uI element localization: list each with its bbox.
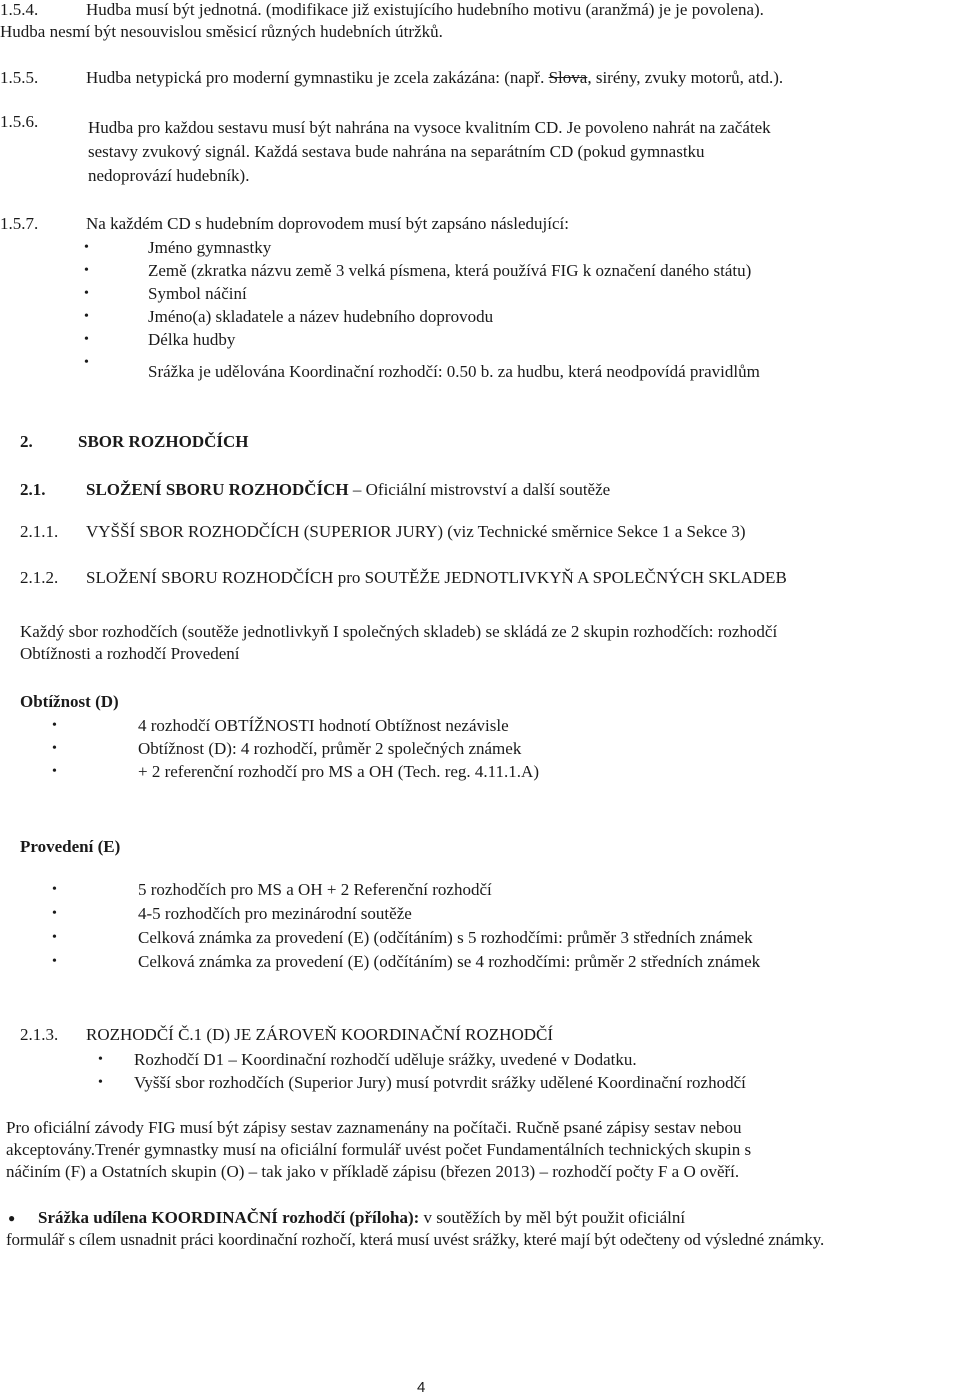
bullet-icon: • xyxy=(84,355,89,370)
paragraph-jury-composition-line-2: Obtížnosti a rozhodčí Provedení xyxy=(20,644,240,663)
section-2-number: 2. xyxy=(20,432,33,451)
section-1-5-5-strikethrough-word: Slova xyxy=(548,68,588,87)
bullet-icon: • xyxy=(84,286,89,301)
list-item: Rozhodčí D1 – Koordinační rozhodčí uděluje srážky, uvedené v Dodatku. xyxy=(134,1050,637,1069)
bullet-icon: • xyxy=(52,718,57,733)
section-1-5-6-number: 1.5.6. xyxy=(0,112,39,131)
list-item: Celková známka za provedení (E) (odčítáním) s 5 rozhodčími: průměr 3 středních známek xyxy=(138,928,753,947)
section-1-5-7-intro: Na každém CD s hudebním doprovodem musí být zapsáno následující: xyxy=(86,214,569,233)
section-1-5-6-line-3: nedoprovází hudebník). xyxy=(88,166,250,185)
bullet-icon: • xyxy=(84,263,89,278)
bullet-icon: • xyxy=(52,741,57,756)
bullet-icon: • xyxy=(52,930,57,945)
list-item: Symbol náčiní xyxy=(148,284,247,303)
bullet-icon: • xyxy=(98,1052,103,1067)
section-2-1-heading xyxy=(86,480,610,500)
list-item: Jméno(a) skladatele a název hudebního doprovodu xyxy=(148,307,494,326)
coordinator-form-text: v soutěžích by měl být použit oficiální xyxy=(419,1208,686,1227)
bullet-icon: ● xyxy=(8,1211,16,1225)
list-item: 4 rozhodčí OBTÍŽNOSTI hodnotí Obtížnost nezávisle xyxy=(138,716,509,735)
section-1-5-6-line-2: sestavy zvukový signál. Každá sestava bude nahrána na separátním CD (pokud gymnastku xyxy=(88,142,705,161)
bullet-icon: • xyxy=(84,240,89,255)
section-2-1-2-text: SLOŽENÍ SBORU ROZHODČÍCH pro SOUTĚŽE JEDNOTLIVKYŇ A SPOLEČNÝCH SKLADEB xyxy=(86,568,787,587)
list-item: Celková známka za provedení (E) (odčítáním) se 4 rozhodčími: průměr 2 středních známek xyxy=(138,952,761,971)
list-item: + 2 referenční rozhodčí pro MS a OH (Tech. reg. 4.11.1.A) xyxy=(138,762,539,781)
list-item: Vyšší sbor rozhodčích (Superior Jury) musí potvrdit srážky udělené Koordinační rozhodčí xyxy=(134,1073,746,1092)
section-1-5-4-number: 1.5.4. xyxy=(0,0,39,19)
section-2-1-number: 2.1. xyxy=(20,480,46,499)
section-1-5-6-line-1: Hudba pro každou sestavu musí být nahrána na vysoce kvalitním CD. Je povoleno nahrát na začátek xyxy=(88,118,771,137)
section-2-title: SBOR ROZHODČÍCH xyxy=(78,432,249,451)
paragraph-computer-records-line-1: Pro oficiální závody FIG musí být zápisy sestav zaznamenány na počítači. Ručně psané zápisy sestav nebou xyxy=(6,1118,742,1137)
paragraph-computer-records-line-3: náčiním (F) a Ostatních skupin (O) – tak jako v příkladě zápisu (březen 2013) – rozhodčí počty F a O ověří. xyxy=(6,1162,740,1181)
paragraph-coordinator-form-line-1 xyxy=(38,1208,685,1228)
bullet-icon: • xyxy=(52,954,57,969)
bullet-icon: • xyxy=(52,882,57,897)
bullet-icon: • xyxy=(84,309,89,324)
page-number: 4 xyxy=(417,1379,426,1396)
list-item: Země (zkratka názvu země 3 velká písmena, která používá FIG k označení daného státu) xyxy=(148,261,752,280)
section-2-1-subtitle: – Oficiální mistrovství a další soutěže xyxy=(348,480,611,499)
section-1-5-5-text-post: , sirény, zvuky motorů, atd.). xyxy=(587,68,784,87)
paragraph-coordinator-form-line-2: formulář s cílem usnadnit práci koordinační rozhočí, která musí uvést srážky, které mají být odečteny od výsledné známky. xyxy=(6,1230,825,1249)
section-2-1-title: SLOŽENÍ SBORU ROZHODČÍCH xyxy=(86,480,349,499)
section-1-5-7-number: 1.5.7. xyxy=(0,214,39,233)
section-2-1-3-title: ROZHODČÍ Č.1 (D) JE ZÁROVEŇ KOORDINAČNÍ ROZHODČÍ xyxy=(86,1025,554,1044)
bullet-icon: • xyxy=(52,906,57,921)
section-1-5-4-line-2: Hudba nesmí být nesouvislou směsicí různých hudebních útržků. xyxy=(0,22,443,41)
coordinator-form-bold-text: Srážka udílena KOORDINAČNÍ rozhodčí (příloha): xyxy=(38,1208,420,1227)
bullet-icon: • xyxy=(98,1075,103,1090)
section-1-5-4-line-1: Hudba musí být jednotná. (modifikace již existujícího hudebního motivu (aranžmá) je je povolena). xyxy=(86,0,764,19)
paragraph-jury-composition-line-1: Každý sbor rozhodčích (soutěže jednotlivkyň I společných skladeb) se skládá ze 2 skupin rozhodčích: rozhodčí xyxy=(20,622,778,641)
list-item: 5 rozhodčích pro MS a OH + 2 Referenční rozhodčí xyxy=(138,880,492,899)
bullet-icon: • xyxy=(84,332,89,347)
difficulty-heading: Obtížnost (D) xyxy=(20,692,119,711)
paragraph-computer-records-line-2: akceptovány.Trenér gymnastky musí na oficiální formulář uvést počet Fundamentálních technických skupin s xyxy=(6,1140,752,1159)
list-item: Obtížnost (D): 4 rozhodčí, průměr 2 společných známek xyxy=(138,739,522,758)
section-1-5-5-number: 1.5.5. xyxy=(0,68,39,87)
section-1-5-5-text-pre: Hudba netypická pro moderní gymnastiku je zcela zakázána: (např. xyxy=(86,68,549,87)
list-item: Jméno gymnastky xyxy=(148,238,272,257)
list-item: 4-5 rozhodčích pro mezinárodní soutěže xyxy=(138,904,412,923)
section-2-1-3-number: 2.1.3. xyxy=(20,1025,59,1044)
section-2-1-1-number: 2.1.1. xyxy=(20,522,59,541)
section-2-1-1-text: VYŠŠÍ SBOR ROZHODČÍCH (SUPERIOR JURY) (viz Technické směrnice Sekce 1 a Sekce 3) xyxy=(86,522,746,541)
section-1-5-5-text xyxy=(86,68,783,88)
list-item: Délka hudby xyxy=(148,330,236,349)
section-2-1-2-number: 2.1.2. xyxy=(20,568,59,587)
list-item: Srážka je udělována Koordinační rozhodčí: 0.50 b. za hudbu, která neodpovídá pravidlům xyxy=(148,362,760,381)
execution-heading: Provedení (E) xyxy=(20,837,121,856)
bullet-icon: • xyxy=(52,764,57,779)
